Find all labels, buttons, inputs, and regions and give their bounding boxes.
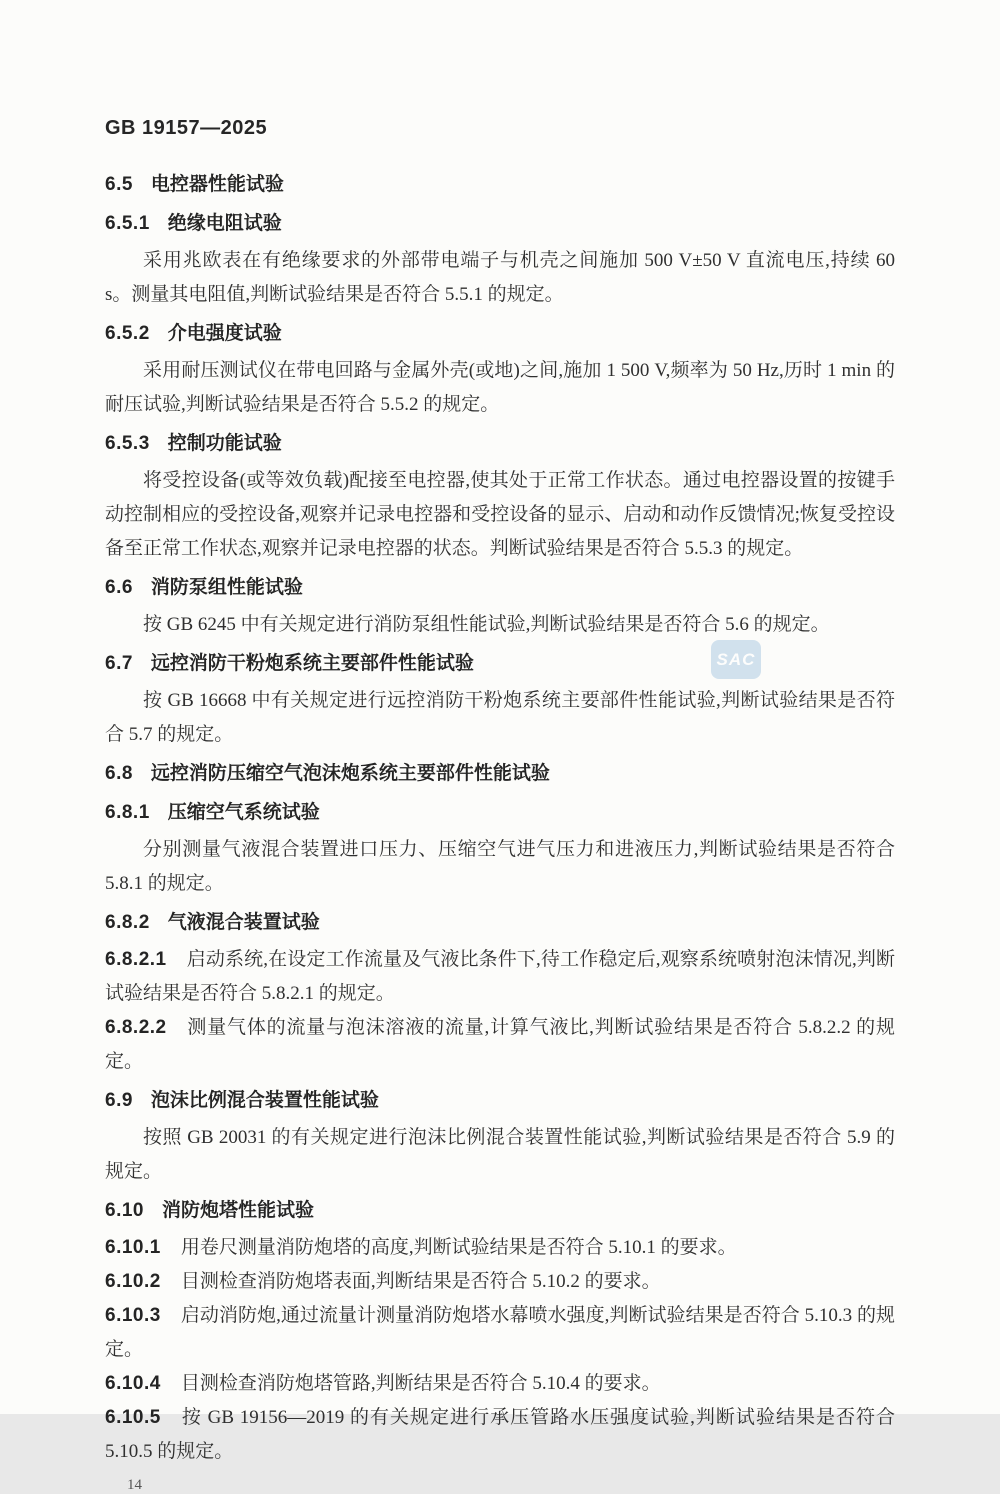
clause-6-8-2-2 [105,1011,895,1079]
clause-text: 启动系统,在设定工作流量及气液比条件下,待工作稳定后,观察系统喷射泡沫情况,判断试验结果是否符合 5.8.2.1 的规定。 [105,949,895,1004]
clause-number: 6.10.5 [105,1407,161,1428]
clause-number: 6.8.2.2 [105,1017,167,1038]
paragraph-6-5-3: 将受控设备(或等效负载)配接至电控器,使其处于正常工作状态。通过电控器设置的按键手动控制相应的受控设备,观察并记录电控器和受控设备的显示、启动和动作反馈情况;恢复受控设备至正常工作状态,观察并记录电控器的状态。判断试验结果是否符合 5.5.3 的规定。 [105,470,895,559]
clause-6-10-1 [105,1231,895,1265]
clause-6-10-4 [105,1367,895,1401]
clause-6-10-2 [105,1265,895,1299]
section-number: 6.5.3 [105,433,150,454]
paragraph-6-7: 按 GB 16668 中有关规定进行远控消防干粉炮系统主要部件性能试验,判断试验结果是否符合 5.7 的规定。 [105,690,895,745]
subsection-heading-6-8-2 [105,906,895,940]
paragraph-6-6: 按 GB 6245 中有关规定进行消防泵组性能试验,判断试验结果是否符合 5.6 的规定。 [143,614,830,635]
section-title: 消防炮塔性能试验 [161,1200,314,1221]
section-title: 控制功能试验 [167,433,282,454]
section-number: 6.8.1 [105,802,150,823]
section-title: 介电强度试验 [167,323,282,344]
section-number: 6.8.2 [105,912,150,933]
section-heading-6-5 [105,168,895,202]
clause-text: 用卷尺测量消防炮塔的高度,判断试验结果是否符合 5.10.1 的要求。 [180,1237,737,1258]
section-number: 6.5.1 [105,213,150,234]
clause-text: 启动消防炮,通过流量计测量消防炮塔水幕喷水强度,判断试验结果是否符合 5.10.3 的规定。 [105,1305,895,1360]
paragraph-6-5-1: 采用兆欧表在有绝缘要求的外部带电端子与机壳之间施加 500 V±50 V 直流电压,持续 60 s。测量其电阻值,判断试验结果是否符合 5.5.1 的规定。 [105,250,895,305]
paragraph-6-9: 按照 GB 20031 的有关规定进行泡沫比例混合装置性能试验,判断试验结果是否符合 5.9 的规定。 [105,1127,895,1182]
section-title: 电控器性能试验 [150,174,284,195]
section-title: 消防泵组性能试验 [150,577,303,598]
section-number: 6.10 [105,1200,144,1221]
section-number: 6.7 [105,653,133,674]
subsection-heading-6-5-3 [105,427,895,461]
section-number: 6.9 [105,1090,133,1111]
subsection-heading-6-5-1 [105,207,895,241]
section-heading-6-7 [105,647,895,681]
section-heading-6-10 [105,1194,895,1228]
section-title: 远控消防干粉炮系统主要部件性能试验 [150,653,474,674]
section-number: 6.6 [105,577,133,598]
clause-number: 6.8.2.1 [105,949,167,970]
section-number: 6.5.2 [105,323,150,344]
sac-watermark-text: SAC [716,649,756,669]
section-title: 泡沫比例混合装置性能试验 [150,1090,379,1111]
subsection-heading-6-5-2 [105,317,895,351]
section-number: 6.8 [105,763,133,784]
section-heading-6-9 [105,1084,895,1118]
clause-6-10-3 [105,1299,895,1367]
clause-number: 6.10.2 [105,1271,161,1292]
section-number: 6.5 [105,174,133,195]
section-title: 远控消防压缩空气泡沫炮系统主要部件性能试验 [150,763,550,784]
clause-text: 目测检查消防炮塔表面,判断结果是否符合 5.10.2 的要求。 [180,1271,661,1292]
clause-number: 6.10.1 [105,1237,161,1258]
standard-number-header: GB 19157—2025 [105,117,268,139]
paragraph-6-8-1: 分别测量气液混合装置进口压力、压缩空气进气压力和进液压力,判断试验结果是否符合 5.8.1 的规定。 [105,839,895,894]
page-number: 14 [127,1477,142,1493]
section-title: 绝缘电阻试验 [167,213,282,234]
clause-text: 目测检查消防炮塔管路,判断结果是否符合 5.10.4 的要求。 [180,1373,661,1394]
section-heading-6-6 [105,571,895,605]
paragraph-6-5-2: 采用耐压测试仪在带电回路与金属外壳(或地)之间,施加 1 500 V,频率为 50 Hz,历时 1 min 的耐压试验,判断试验结果是否符合 5.5.2 的规定。 [105,360,895,415]
clause-number: 6.10.3 [105,1305,161,1326]
subsection-heading-6-8-1 [105,796,895,830]
clause-text: 测量气体的流量与泡沫溶液的流量,计算气液比,判断试验结果是否符合 5.8.2.2 的规定。 [105,1017,895,1072]
clause-text: 按 GB 19156—2019 的有关规定进行承压管路水压强度试验,判断试验结果是否符合 5.10.5 的规定。 [105,1407,895,1462]
section-heading-6-8 [105,757,895,791]
clause-6-10-5 [105,1401,895,1469]
clause-6-8-2-1 [105,943,895,1011]
section-title: 气液混合装置试验 [167,912,320,933]
clause-number: 6.10.4 [105,1373,161,1394]
section-title: 压缩空气系统试验 [167,802,320,823]
